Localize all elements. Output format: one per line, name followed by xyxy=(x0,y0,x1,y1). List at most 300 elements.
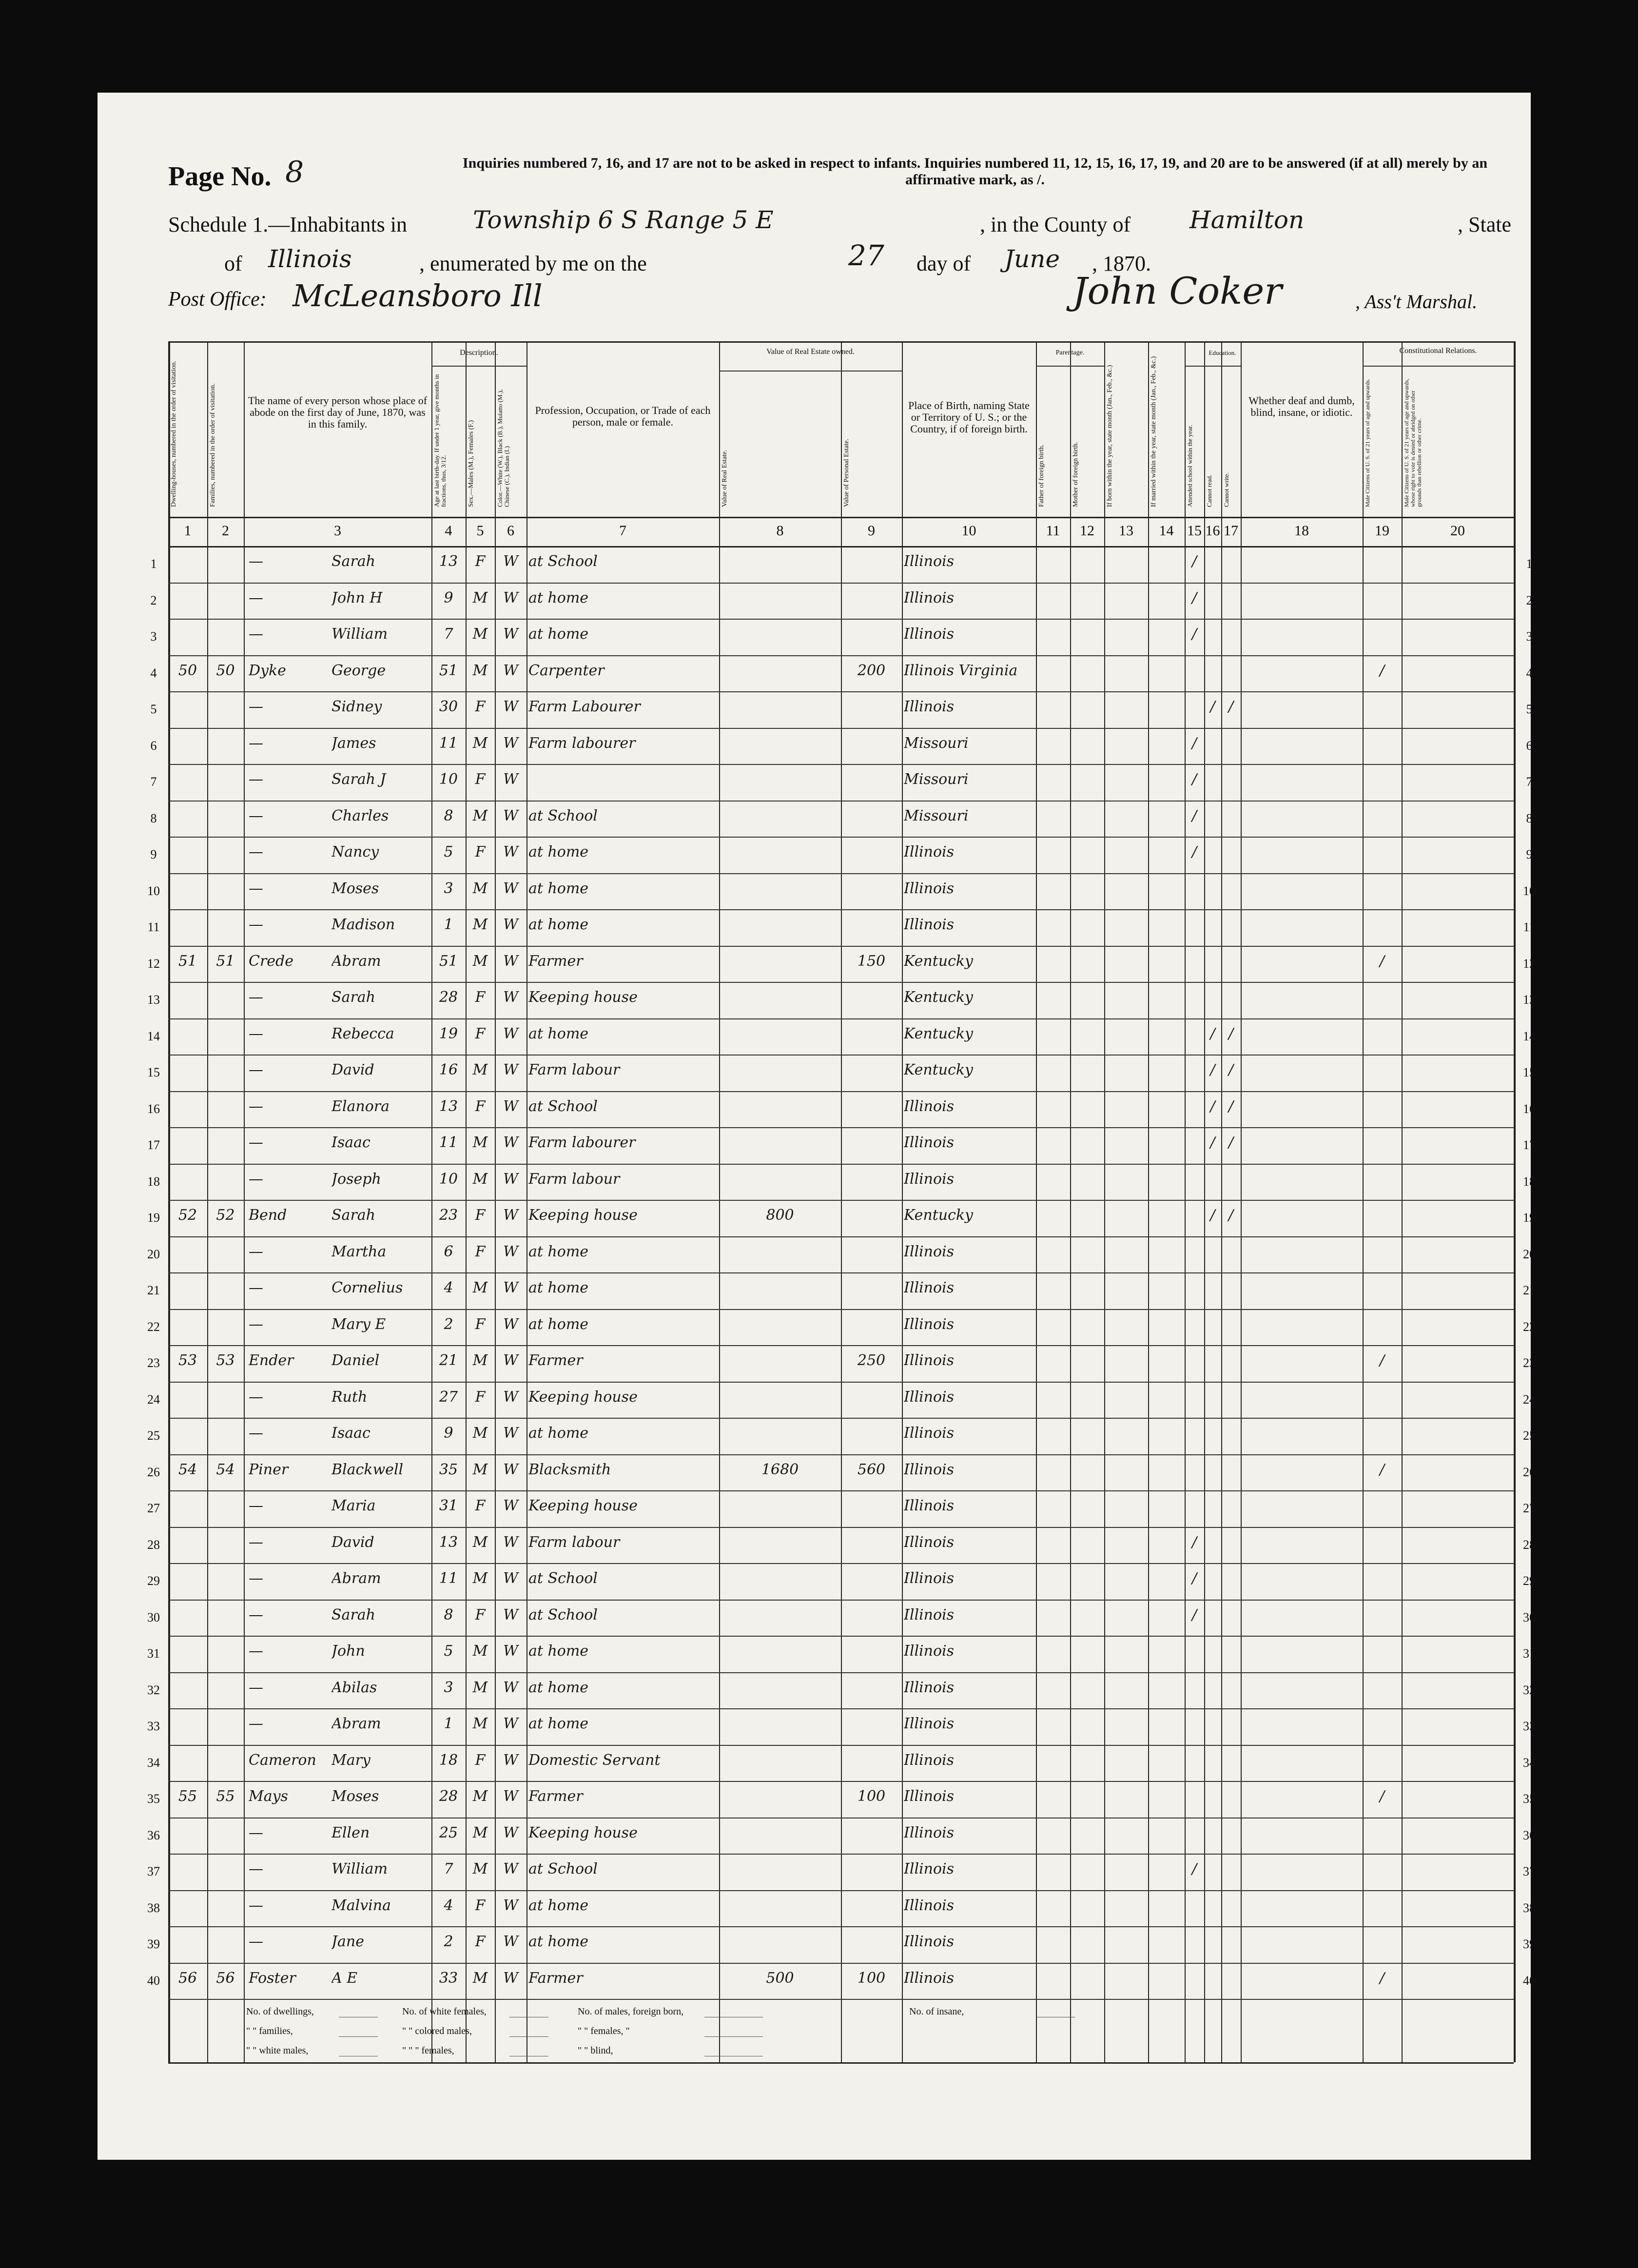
age-value: 11 xyxy=(439,734,458,752)
column-rule xyxy=(1221,341,1222,2062)
county-label: , in the County of xyxy=(980,213,1131,236)
column-number: 17 xyxy=(1224,523,1238,539)
occupation-value: at home xyxy=(528,1315,589,1333)
line-number: 35 xyxy=(147,1792,160,1806)
column-rule xyxy=(902,341,903,2062)
color-value: W xyxy=(503,589,518,606)
birthplace-value: Illinois xyxy=(904,626,955,643)
column-header-c6: Color.—White (W.), Black (B.), Mulatto (M.), Chinese (C.), Indian (I.) xyxy=(496,389,510,507)
sex-value: M xyxy=(472,1788,488,1805)
age-value: 7 xyxy=(444,626,453,643)
sex-value: F xyxy=(475,989,486,1006)
sex-value: M xyxy=(472,1425,488,1442)
line-number-right: 40 xyxy=(1523,1973,1536,1988)
page-number: 8 xyxy=(285,155,304,189)
color-value: W xyxy=(503,553,518,570)
surname: Piner xyxy=(249,1461,289,1478)
age-value: 13 xyxy=(439,1533,458,1551)
line-number-right: 14 xyxy=(1523,1029,1536,1043)
birthplace-value: Illinois xyxy=(904,1461,955,1478)
sex-value: M xyxy=(472,1533,488,1551)
surname: — xyxy=(249,1388,263,1406)
given-name: Sarah J xyxy=(332,771,386,788)
occupation-value: Farm labour xyxy=(528,1061,620,1078)
census-table xyxy=(147,341,1536,2057)
column-number: 4 xyxy=(445,523,452,539)
given-name: Cornelius xyxy=(332,1279,403,1296)
sex-value: M xyxy=(472,1461,488,1478)
age-value: 3 xyxy=(444,1679,453,1696)
given-name: William xyxy=(332,1860,388,1877)
color-value: W xyxy=(503,1860,518,1877)
line-number-right: 10 xyxy=(1523,883,1536,898)
personal-estate-value: 200 xyxy=(857,662,886,679)
surname: — xyxy=(249,1497,263,1514)
line-number-right: 36 xyxy=(1523,1828,1536,1842)
school-mark: / xyxy=(1191,626,1197,643)
sex-value: F xyxy=(475,1315,486,1333)
row-rule xyxy=(168,1200,1514,1201)
given-name: Joseph xyxy=(332,1170,381,1188)
column-rule xyxy=(207,341,208,2062)
color-value: W xyxy=(503,1425,518,1442)
sex-value: M xyxy=(472,1679,488,1696)
color-value: W xyxy=(503,1533,518,1551)
line-number-right: 19 xyxy=(1523,1211,1536,1225)
line-number: 17 xyxy=(147,1138,160,1152)
line-number-right: 4 xyxy=(1526,665,1533,680)
personal-estate-value: 560 xyxy=(857,1461,886,1478)
column-number: 8 xyxy=(776,523,784,539)
family-number: 54 xyxy=(216,1461,235,1478)
occupation-value: Farm labour xyxy=(528,1533,620,1551)
line-number-right: 5 xyxy=(1526,702,1533,716)
occupation-value: at home xyxy=(528,1025,589,1042)
birthplace-value: Illinois xyxy=(904,1897,955,1914)
column-header-c8: Value of Real Estate. xyxy=(721,450,728,507)
family-number: 56 xyxy=(216,1969,235,1987)
sex-value: M xyxy=(472,1570,488,1587)
footer-c3: " " blind, xyxy=(578,2045,613,2056)
school-mark: / xyxy=(1191,553,1197,570)
surname: — xyxy=(249,1933,263,1950)
surname: — xyxy=(249,698,263,715)
citizen-mark: / xyxy=(1379,1788,1385,1805)
line-number-right: 15 xyxy=(1523,1065,1536,1079)
age-value: 16 xyxy=(439,1061,458,1078)
school-mark: / xyxy=(1191,1533,1197,1551)
real-estate-value: 1680 xyxy=(761,1461,799,1478)
occupation-value: at home xyxy=(528,1715,589,1732)
sex-value: F xyxy=(475,1097,486,1115)
instructions-text: Inquiries numbered 7, 16, and 17 are not to be asked in respect to infants. Inquiries numbered 11, 12, 15, 16, 17, 19, and 20 are to be answered (if at all) merely by an affirmative mark, as /. xyxy=(462,155,1488,188)
color-value: W xyxy=(503,1969,518,1987)
row-rule xyxy=(168,1018,1514,1019)
color-value: W xyxy=(503,1025,518,1042)
age-value: 51 xyxy=(439,952,458,970)
line-number-right: 7 xyxy=(1526,775,1533,789)
given-name: Elanora xyxy=(332,1097,390,1115)
occupation-value: at home xyxy=(528,1679,589,1696)
day-label: day of xyxy=(916,252,971,275)
surname: — xyxy=(249,880,263,897)
row-rule xyxy=(168,1382,1514,1383)
line-number-right: 39 xyxy=(1523,1937,1536,1951)
surname: — xyxy=(249,1570,263,1587)
surname: — xyxy=(249,1606,263,1623)
school-mark: / xyxy=(1191,734,1197,752)
enumerated-label: , enumerated by me on the xyxy=(419,252,647,275)
line-number: 34 xyxy=(147,1755,160,1770)
age-value: 23 xyxy=(439,1207,458,1224)
column-rule xyxy=(526,341,527,2062)
family-number: 50 xyxy=(216,662,235,679)
birthplace-value: Kentucky xyxy=(904,952,973,970)
personal-estate-value: 250 xyxy=(857,1352,886,1369)
group-rule xyxy=(1036,366,1104,367)
occupation-value: Farmer xyxy=(528,1969,583,1987)
line-number: 30 xyxy=(147,1610,160,1624)
column-header-c1: Dwelling-houses, numbered in the order of visitation. xyxy=(170,360,177,507)
sex-value: F xyxy=(475,553,486,570)
of-label: of xyxy=(224,252,242,275)
column-header-c10: Place of Birth, naming State or Territory of U. S.; or the Country, if of foreign birth. xyxy=(908,399,1030,435)
line-number: 26 xyxy=(147,1465,160,1479)
color-value: W xyxy=(503,1933,518,1950)
surname: — xyxy=(249,1679,263,1696)
marshal-signature: John Coker xyxy=(1072,269,1282,313)
birthplace-value: Illinois xyxy=(904,1715,955,1732)
line-number: 38 xyxy=(147,1900,160,1915)
given-name: Charles xyxy=(332,807,389,824)
column-header-education: Education. xyxy=(1209,349,1236,356)
line-number-right: 3 xyxy=(1526,629,1533,644)
given-name: Abram xyxy=(332,1570,381,1587)
surname: — xyxy=(249,1860,263,1877)
given-name: Mary xyxy=(332,1751,370,1769)
row-rule xyxy=(168,1164,1514,1165)
age-value: 33 xyxy=(439,1969,458,1987)
surname: — xyxy=(249,1897,263,1914)
given-name: Isaac xyxy=(332,1134,370,1151)
row-rule xyxy=(168,1854,1514,1855)
column-number: 6 xyxy=(507,523,514,539)
sex-value: F xyxy=(475,1497,486,1514)
cannot-write-mark: / xyxy=(1228,1061,1234,1078)
surname: — xyxy=(249,1243,263,1260)
line-number: 4 xyxy=(150,665,157,680)
county-value: Hamilton xyxy=(1190,206,1305,234)
dwelling-number: 55 xyxy=(178,1788,197,1805)
row-rule xyxy=(168,655,1514,656)
age-value: 11 xyxy=(439,1134,458,1151)
given-name: John xyxy=(332,1642,365,1660)
family-number: 51 xyxy=(216,952,235,970)
row-rule xyxy=(168,1963,1514,1964)
column-header-c13: If born within the year, state month (Jan., Feb., &c.) xyxy=(1106,365,1113,507)
birthplace-value: Illinois xyxy=(904,1425,955,1442)
color-value: W xyxy=(503,880,518,897)
column-number: 7 xyxy=(619,523,626,539)
occupation-value: Farm labour xyxy=(528,1170,620,1188)
group-rule xyxy=(1363,366,1514,367)
given-name: George xyxy=(332,662,386,679)
line-number-right: 21 xyxy=(1523,1283,1536,1297)
column-number: 1 xyxy=(184,523,192,539)
birthplace-value: Illinois xyxy=(904,1134,955,1151)
sex-value: M xyxy=(472,916,488,933)
occupation-value: at home xyxy=(528,589,589,606)
line-number-right: 30 xyxy=(1523,1610,1536,1624)
line-number: 9 xyxy=(150,847,157,861)
row-rule xyxy=(168,1345,1514,1346)
column-number: 5 xyxy=(476,523,484,539)
row-rule xyxy=(168,1636,1514,1637)
birthplace-value: Missouri xyxy=(904,734,969,752)
occupation-value: at home xyxy=(528,1897,589,1914)
line-number: 19 xyxy=(147,1211,160,1225)
age-value: 1 xyxy=(444,1715,453,1732)
dwelling-number: 56 xyxy=(178,1969,197,1987)
line-number-right: 35 xyxy=(1523,1792,1536,1806)
sex-value: M xyxy=(472,1642,488,1660)
sex-value: F xyxy=(475,1606,486,1623)
column-number: 14 xyxy=(1159,523,1174,539)
row-rule xyxy=(168,1091,1514,1092)
occupation-value: at home xyxy=(528,1425,589,1442)
surname: — xyxy=(249,626,263,643)
color-value: W xyxy=(503,771,518,788)
line-number-right: 27 xyxy=(1523,1501,1536,1515)
line-number: 39 xyxy=(147,1937,160,1951)
marshal-label: , Ass't Marshal. xyxy=(1355,291,1478,313)
column-header-c2: Families, numbered in the order of visitation. xyxy=(209,383,216,507)
row-rule xyxy=(168,982,1514,983)
line-number: 7 xyxy=(150,775,157,789)
school-mark: / xyxy=(1191,1606,1197,1623)
column-rule xyxy=(841,341,842,2062)
age-value: 30 xyxy=(439,698,458,715)
surname: — xyxy=(249,589,263,606)
sex-value: M xyxy=(472,1134,488,1151)
month-value: June xyxy=(1004,245,1060,273)
dwelling-number: 52 xyxy=(178,1207,197,1224)
surname: Dyke xyxy=(249,662,286,679)
birthplace-value: Illinois xyxy=(904,1533,955,1551)
color-value: W xyxy=(503,1570,518,1587)
line-number: 14 xyxy=(147,1029,160,1043)
row-rule xyxy=(168,1309,1514,1310)
given-name: James xyxy=(332,734,376,752)
column-number: 2 xyxy=(222,523,229,539)
birthplace-value: Illinois xyxy=(904,1679,955,1696)
color-value: W xyxy=(503,1897,518,1914)
birthplace-value: Illinois xyxy=(904,553,955,570)
color-value: W xyxy=(503,1279,518,1296)
color-value: W xyxy=(503,952,518,970)
sex-value: M xyxy=(472,952,488,970)
sex-value: M xyxy=(472,1061,488,1078)
line-number: 28 xyxy=(147,1537,160,1552)
line-number: 2 xyxy=(150,593,157,607)
given-name: Isaac xyxy=(332,1425,370,1442)
cannot-read-mark: / xyxy=(1210,1025,1215,1042)
row-rule xyxy=(168,1999,1514,2000)
occupation-value: Keeping house xyxy=(528,1388,638,1406)
line-number-right: 23 xyxy=(1523,1356,1536,1370)
cannot-read-mark: / xyxy=(1210,1134,1215,1151)
birthplace-value: Kentucky xyxy=(904,989,973,1006)
occupation-value: at School xyxy=(528,1570,598,1587)
cannot-read-mark: / xyxy=(1210,698,1215,715)
line-number: 10 xyxy=(147,883,160,898)
row-rule xyxy=(168,837,1514,838)
birthplace-value: Missouri xyxy=(904,771,969,788)
line-number-right: 32 xyxy=(1523,1682,1536,1697)
cannot-write-mark: / xyxy=(1228,1134,1234,1151)
header-rule xyxy=(168,341,1514,343)
line-number-right: 28 xyxy=(1523,1537,1536,1552)
line-number: 40 xyxy=(147,1973,160,1988)
dwelling-number: 53 xyxy=(178,1352,197,1369)
column-header-c4: Age at last birth-day. If under 1 year, give months in fractions, thus, 3/12. xyxy=(433,374,447,507)
surname: — xyxy=(249,843,263,860)
age-value: 11 xyxy=(439,1570,458,1587)
line-number: 18 xyxy=(147,1174,160,1189)
column-rule xyxy=(1104,341,1105,2062)
row-rule xyxy=(168,873,1514,874)
age-value: 7 xyxy=(444,1860,453,1877)
column-header-c12: Mother of foreign birth. xyxy=(1072,442,1079,507)
birthplace-value: Illinois xyxy=(904,1570,955,1587)
color-value: W xyxy=(503,1788,518,1805)
sex-value: F xyxy=(475,1897,486,1914)
color-value: W xyxy=(503,1497,518,1514)
given-name: Ruth xyxy=(332,1388,368,1406)
line-number-right: 26 xyxy=(1523,1465,1536,1479)
line-number: 21 xyxy=(147,1283,160,1297)
age-value: 21 xyxy=(439,1352,458,1369)
schedule-label: Schedule 1.—Inhabitants in xyxy=(168,213,408,236)
color-value: W xyxy=(503,1606,518,1623)
age-value: 19 xyxy=(439,1025,458,1042)
sex-value: M xyxy=(472,734,488,752)
age-value: 5 xyxy=(444,1642,453,1660)
state-value: Illinois xyxy=(268,245,352,273)
column-header-c18: Whether deaf and dumb, blind, insane, or idiotic. xyxy=(1248,394,1355,418)
birthplace-value: Illinois xyxy=(904,1642,955,1660)
color-value: W xyxy=(503,843,518,860)
column-rule xyxy=(1036,341,1037,2062)
line-number-right: 11 xyxy=(1523,920,1536,934)
given-name: Blackwell xyxy=(332,1461,404,1478)
post-office-value: McLeansboro Ill xyxy=(292,278,543,313)
line-number: 1 xyxy=(150,557,157,571)
dwelling-number: 50 xyxy=(178,662,197,679)
sex-value: M xyxy=(472,1352,488,1369)
column-number: 16 xyxy=(1205,523,1220,539)
column-header-c3: The name of every person whose place of abode on the first day of June, 1870, was in this family. xyxy=(248,394,428,430)
column-rule xyxy=(1514,341,1516,2062)
line-number-right: 25 xyxy=(1523,1428,1536,1443)
column-header-c9: Value of Personal Estate. xyxy=(843,439,850,507)
column-rule xyxy=(1402,341,1403,2062)
age-value: 25 xyxy=(439,1824,458,1841)
age-value: 9 xyxy=(444,589,453,606)
row-rule xyxy=(168,1600,1514,1601)
occupation-value: at home xyxy=(528,1243,589,1260)
color-value: W xyxy=(503,1461,518,1478)
occupation-value: Keeping house xyxy=(528,989,638,1006)
line-number: 37 xyxy=(147,1864,160,1878)
sex-value: F xyxy=(475,1388,486,1406)
color-value: W xyxy=(503,1315,518,1333)
color-value: W xyxy=(503,1751,518,1769)
line-number: 6 xyxy=(150,738,157,753)
sex-value: F xyxy=(475,698,486,715)
age-value: 6 xyxy=(444,1243,453,1260)
birthplace-value: Kentucky xyxy=(904,1025,973,1042)
column-number: 10 xyxy=(961,523,976,539)
line-number-right: 16 xyxy=(1523,1101,1536,1116)
row-rule xyxy=(168,1745,1514,1746)
footer-a2: " " families, xyxy=(246,2026,293,2036)
personal-estate-value: 100 xyxy=(857,1969,886,1987)
line-number-right: 18 xyxy=(1523,1174,1536,1189)
birthplace-value: Illinois xyxy=(904,1824,955,1841)
surname: — xyxy=(249,1061,263,1078)
line-number-right: 1 xyxy=(1526,557,1533,571)
column-rule xyxy=(1148,341,1149,2062)
color-value: W xyxy=(503,1388,518,1406)
sex-value: M xyxy=(472,1715,488,1732)
birthplace-value: Illinois xyxy=(904,1751,955,1769)
birthplace-value: Illinois xyxy=(904,1933,955,1950)
occupation-value: at home xyxy=(528,843,589,860)
sex-value: M xyxy=(472,807,488,824)
row-rule xyxy=(168,764,1514,765)
given-name: Sarah xyxy=(332,1606,375,1623)
occupation-value: Farm labourer xyxy=(528,1134,636,1151)
color-value: W xyxy=(503,662,518,679)
line-number: 12 xyxy=(147,956,160,971)
line-number: 8 xyxy=(150,811,157,825)
age-value: 10 xyxy=(439,1170,458,1188)
age-value: 28 xyxy=(439,989,458,1006)
birthplace-value: Illinois xyxy=(904,1315,955,1333)
sex-value: M xyxy=(472,880,488,897)
line-number: 33 xyxy=(147,1719,160,1733)
row-rule xyxy=(168,1708,1514,1709)
age-value: 4 xyxy=(444,1279,453,1296)
color-value: W xyxy=(503,916,518,933)
citizen-mark: / xyxy=(1379,952,1385,970)
occupation-value: Farmer xyxy=(528,952,583,970)
column-rule xyxy=(1241,341,1242,2062)
footer-blank-line xyxy=(339,2036,378,2037)
surname: — xyxy=(249,916,263,933)
color-value: W xyxy=(503,698,518,715)
line-number: 15 xyxy=(147,1065,160,1079)
column-rule xyxy=(1204,341,1205,2062)
age-value: 51 xyxy=(439,662,458,679)
margin-line-numbers xyxy=(1519,93,1531,2160)
header-rule xyxy=(168,546,1514,547)
dwelling-number: 51 xyxy=(178,952,197,970)
occupation-value: Keeping house xyxy=(528,1824,638,1841)
group-rule xyxy=(431,366,526,367)
surname: — xyxy=(249,1170,263,1188)
